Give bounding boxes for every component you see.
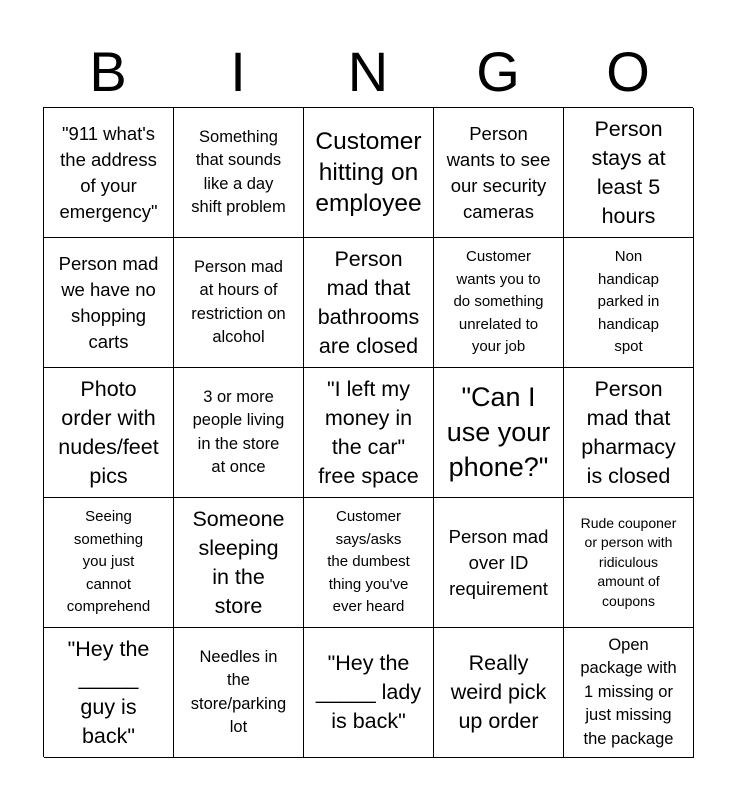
- cell-text: Seeing something you just cannot comprehend: [66, 508, 151, 616]
- cell-text: Customer wants you to do something unrelated to your job: [453, 248, 544, 356]
- bingo-cell[interactable]: [564, 238, 694, 368]
- bingo-cell[interactable]: [564, 628, 694, 758]
- cell-text: Person mad we have no shopping carts: [58, 252, 159, 352]
- bingo-cell[interactable]: [434, 238, 564, 368]
- bingo-cell[interactable]: [564, 498, 694, 628]
- header-letter-b: B: [89, 40, 127, 103]
- bingo-cell[interactable]: [174, 238, 304, 368]
- bingo-cell[interactable]: [44, 108, 174, 238]
- bingo-cell[interactable]: [174, 108, 304, 238]
- cell-text: Needles in the store/parking lot: [190, 647, 287, 736]
- cell-text: Customer hitting on employee: [315, 128, 422, 217]
- cell-text: "I left my money in the car" free space: [318, 376, 419, 488]
- cell-text: Person mad that pharmacy is closed: [581, 376, 676, 488]
- cell-text: "911 what's the address of your emergency": [59, 122, 158, 222]
- cell-text: Customer says/asks the dumbest thing you've ever heard: [327, 508, 410, 616]
- cell-text: Something that sounds like a day shift problem: [191, 127, 286, 216]
- cell-text: Person mad over ID requirement: [448, 525, 549, 599]
- cell-text: Someone sleeping in the store: [192, 506, 285, 618]
- cell-text: Non handicap parked in handicap spot: [597, 248, 660, 356]
- cell-text: Rude couponer or person with ridiculous amount of coupons: [580, 514, 677, 609]
- bingo-cell[interactable]: [304, 628, 434, 758]
- bingo-cell[interactable]: [304, 108, 434, 238]
- bingo-cell[interactable]: [44, 238, 174, 368]
- cell-text: Photo order with nudes/feet pics: [58, 376, 159, 488]
- bingo-cell[interactable]: [564, 108, 694, 238]
- bingo-header: [43, 36, 693, 108]
- bingo-cell[interactable]: [434, 108, 564, 238]
- cell-text: 3 or more people living in the store at once: [192, 387, 285, 476]
- bingo-cell[interactable]: [174, 498, 304, 628]
- header-letter-g: G: [476, 40, 520, 103]
- cell-text: Really weird pick up order: [450, 651, 547, 733]
- cell-text: Person wants to see our security cameras: [446, 122, 551, 222]
- cell-text: Open package with 1 missing or just missing the package: [580, 635, 677, 748]
- header-letter-n: N: [347, 40, 389, 103]
- bingo-cell[interactable]: [434, 628, 564, 758]
- cell-text: "Hey the _____ guy is back": [67, 636, 150, 748]
- cell-text: "Hey the _____ lady is back": [315, 651, 422, 733]
- bingo-cell[interactable]: [434, 498, 564, 628]
- bingo-cell[interactable]: [174, 368, 304, 498]
- bingo-board: [43, 107, 693, 757]
- header-letter-o: O: [606, 40, 650, 103]
- bingo-cell[interactable]: [44, 628, 174, 758]
- cell-text: Person stays at least 5 hours: [591, 116, 666, 228]
- cell-text: Person mad at hours of restriction on alcohol: [191, 257, 286, 346]
- header-letter-i: I: [230, 40, 246, 103]
- bingo-cell[interactable]: [304, 238, 434, 368]
- cell-text: Person mad that bathrooms are closed: [317, 246, 420, 358]
- cell-text: "Can I use your phone?": [446, 382, 551, 482]
- bingo-cell-free-space[interactable]: [304, 368, 434, 498]
- bingo-cell[interactable]: [434, 368, 564, 498]
- bingo-cell[interactable]: [44, 368, 174, 498]
- bingo-cell[interactable]: [174, 628, 304, 758]
- bingo-cell[interactable]: [44, 498, 174, 628]
- bingo-cell[interactable]: [564, 368, 694, 498]
- bingo-cell[interactable]: [304, 498, 434, 628]
